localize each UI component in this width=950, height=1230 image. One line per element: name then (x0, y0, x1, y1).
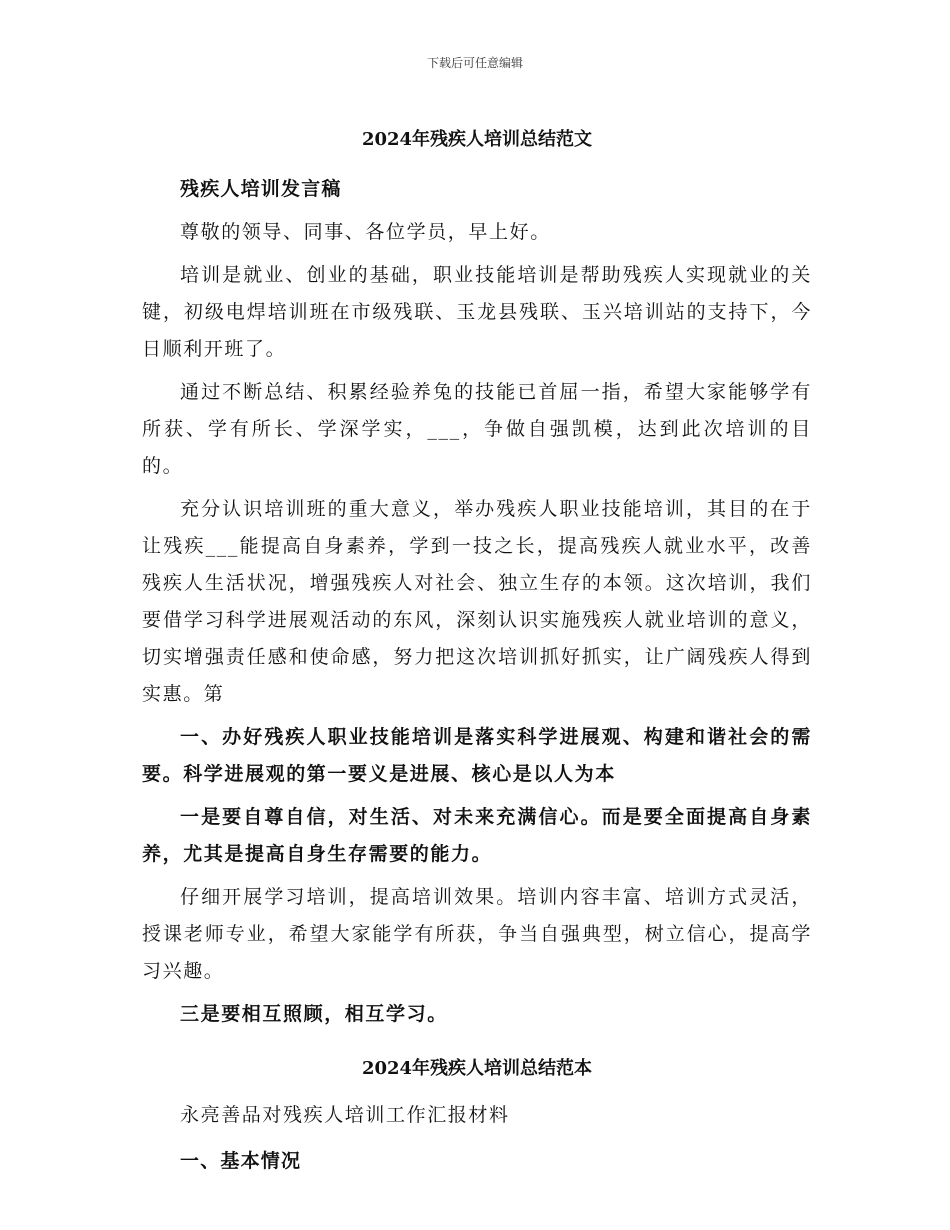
section-subtitle: 残疾人培训发言稿 (180, 178, 342, 200)
paragraph-bold-first: 一、办好残疾人职业技能培训是落实科学进展观、构建和谐社会的需要。科学进展观的第一要义是进展、核心是以人为本 (142, 726, 812, 785)
document-title-second: 2024年残疾人培训总结范本 (361, 1058, 593, 1079)
header-note: 下载后可任意编辑 (426, 56, 523, 70)
document-body (142, 112, 812, 1186)
paragraph-significance: 充分认识培训班的重大意义，举办残疾人职业技能培训，其目的在于让残疾___能提高自身素养，学到一技之长，提高残疾人就业水平，改善残疾人生活状况，增强残疾人对社会、独立生存的本领。这次培训，我们要借学习科学进展观活动的东风，深刻认识实施残疾人就业培训的意义，切实增强责任感和使命感，努力把这次培训抓好抓实，让广阔残疾人得到实惠。第 (142, 498, 812, 705)
paragraph-summary-experience: 通过不断总结、积累经验养兔的技能已首屈一指，希望大家能够学有所获、学有所长、学深学实，___，争做自强凯模，达到此次培训的目的。 (142, 381, 812, 477)
section-heading-basic: 一、基本情况 (180, 1150, 302, 1172)
paragraph-bold-third: 三是要相互照顾，相互学习。 (180, 1003, 448, 1025)
paragraph-report: 永亮善品对残疾人培训工作汇报材料 (180, 1104, 510, 1126)
document-title: 2024年残疾人培训总结范文 (361, 129, 593, 150)
paragraph-study-effect: 仔细开展学习培训，提高培训效果。培训内容丰富、培训方式灵活，授课老师专业，希望大家能学有所获，争当自强典型，树立信心，提高学习兴趣。 (142, 886, 812, 982)
paragraph-greeting: 尊敬的领导、同事、各位学员，早上好。 (180, 221, 551, 243)
paragraph-training-basis: 培训是就业、创业的基础，职业技能培训是帮助残疾人实现就业的关键，初级电焊培训班在市级残联、玉龙县残联、玉兴培训站的支持下，今日顺利开班了。 (142, 264, 812, 360)
paragraph-bold-second: 一是要自尊自信，对生活、对未来充满信心。而是要全面提高自身素养，尤其是提高自身生存需要的能力。 (142, 806, 812, 865)
